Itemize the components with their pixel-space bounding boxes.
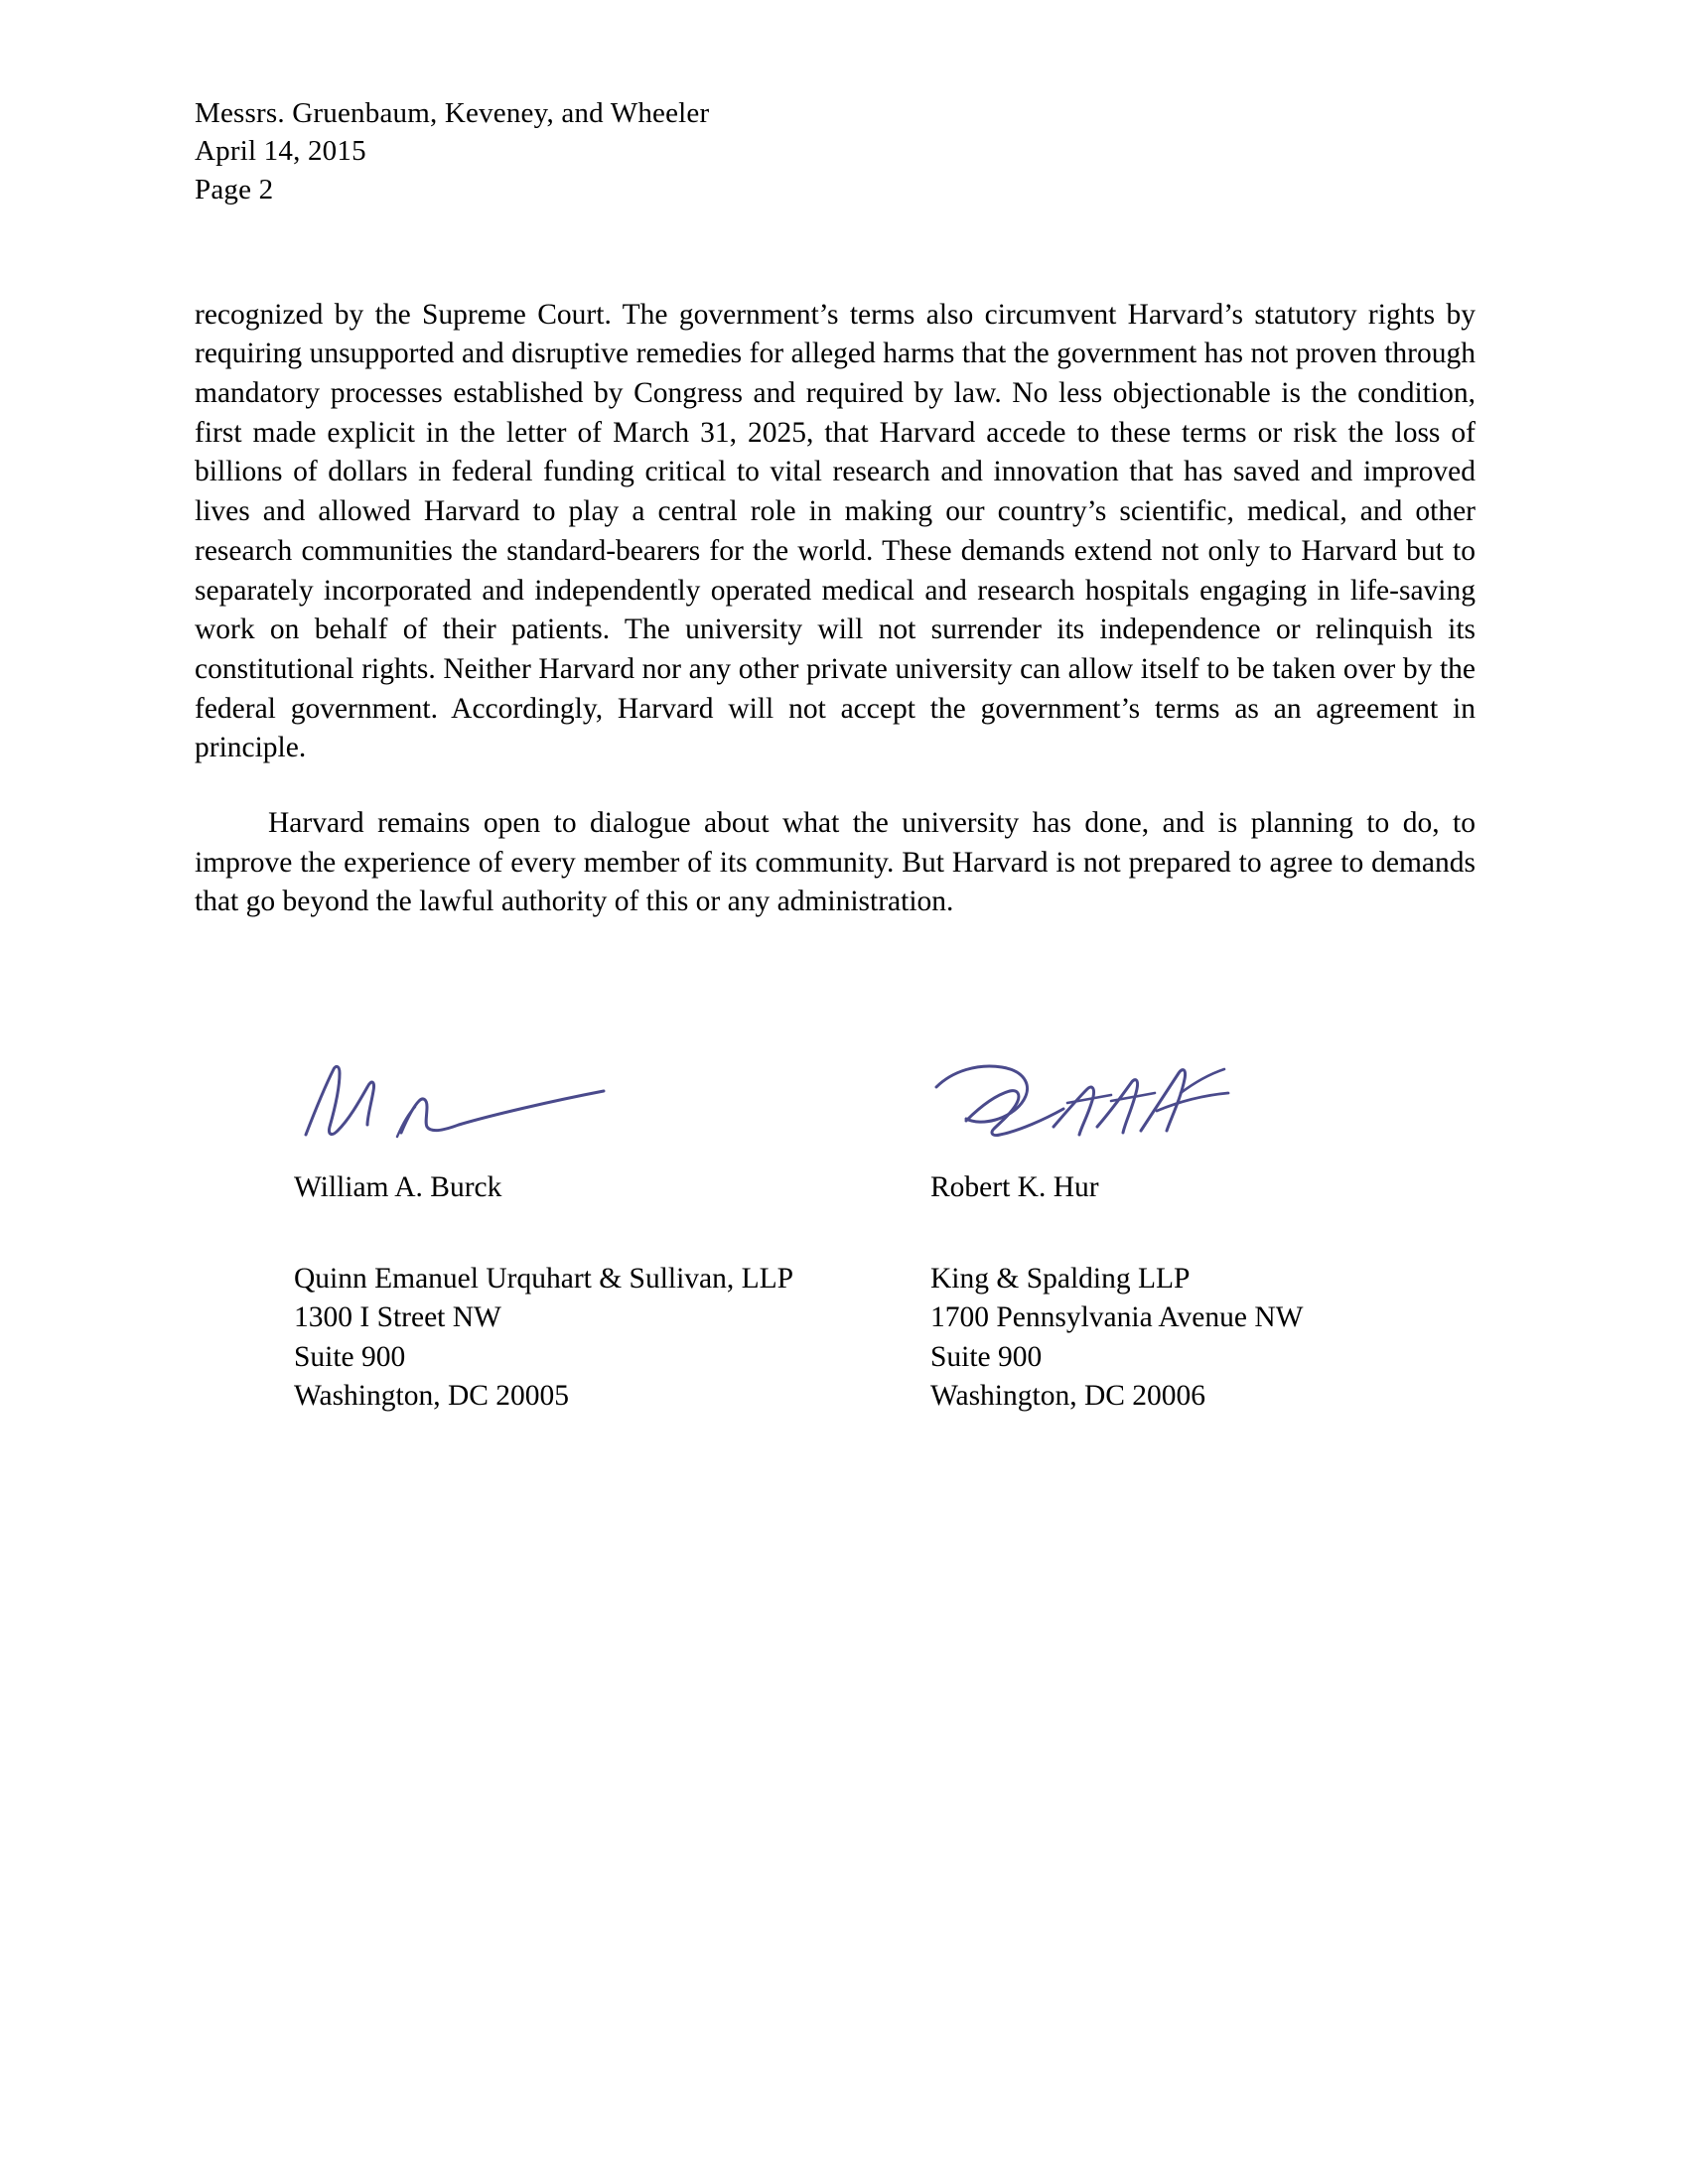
handwritten-signature-icon	[294, 1052, 839, 1157]
header-page-number: Page 2	[195, 173, 274, 205]
signatory-firm: King & Spalding LLP	[930, 1262, 1191, 1295]
signatory-column-left	[195, 1052, 839, 1417]
signatory-name: Robert K. Hur	[930, 1171, 1099, 1203]
header-date: April 14, 2015	[195, 135, 366, 168]
signatory-firm: Quinn Emanuel Urquhart & Sullivan, LLP	[294, 1262, 794, 1295]
signatory-name: William A. Burck	[294, 1171, 502, 1203]
signatory-address-line-1: 1700 Pennsylvania Avenue NW	[930, 1301, 1304, 1334]
signatory-address-line-2: Suite 900	[294, 1340, 406, 1373]
signatory-address-line-2: Suite 900	[930, 1340, 1043, 1373]
signatory-address-line-3: Washington, DC 20005	[294, 1380, 570, 1413]
signatory-address-line-1: 1300 I Street NW	[294, 1301, 501, 1334]
letter-body	[195, 296, 1476, 922]
letter-header-block	[195, 94, 1476, 208]
signatory-firm-address	[294, 1260, 839, 1417]
header-recipients: Messrs. Gruenbaum, Keveney, and Wheeler	[195, 97, 710, 129]
handwritten-signature-icon	[930, 1052, 1476, 1157]
body-paragraph-1: recognized by the Supreme Court. The government’s terms also circumvent Harvard’s statutory rights by requiring unsupported and disruptive remedies for alleged harms that the government has not proven through mandatory processes established by Congress and required by law. No less objectionable is the condition, first made explicit in the letter of March 31, 2025, that Harvard accede to these terms or risk the loss of billions of dollars in federal funding critical to vital research and innovation that has saved and improved lives and allowed Harvard to play a central role in making our country’s scientific, medical, and other research communities the standard-bearers for the world. These demands extend not only to Harvard but to separately incorporated and independently operated medical and research hospitals engaging in life-saving work on behalf of their patients. The university will not surrender its independence or relinquish its constitutional rights. Neither Harvard nor any other private university can allow itself to be taken over by the federal government. Accordingly, Harvard will not accept the government’s terms as an agreement in principle.	[195, 298, 1476, 764]
document-content	[195, 94, 1476, 951]
signatory-firm-address	[930, 1260, 1476, 1417]
signatory-column-right	[839, 1052, 1476, 1417]
signature-block	[195, 1052, 1476, 1417]
signatory-address-line-3: Washington, DC 20006	[930, 1380, 1206, 1413]
body-paragraph-2: Harvard remains open to dialogue about what the university has done, and is planning to do, to improve the experience of every member of its community. But Harvard is not prepared to agree to demands that go beyond the lawful authority of this or any administration.	[195, 806, 1476, 918]
